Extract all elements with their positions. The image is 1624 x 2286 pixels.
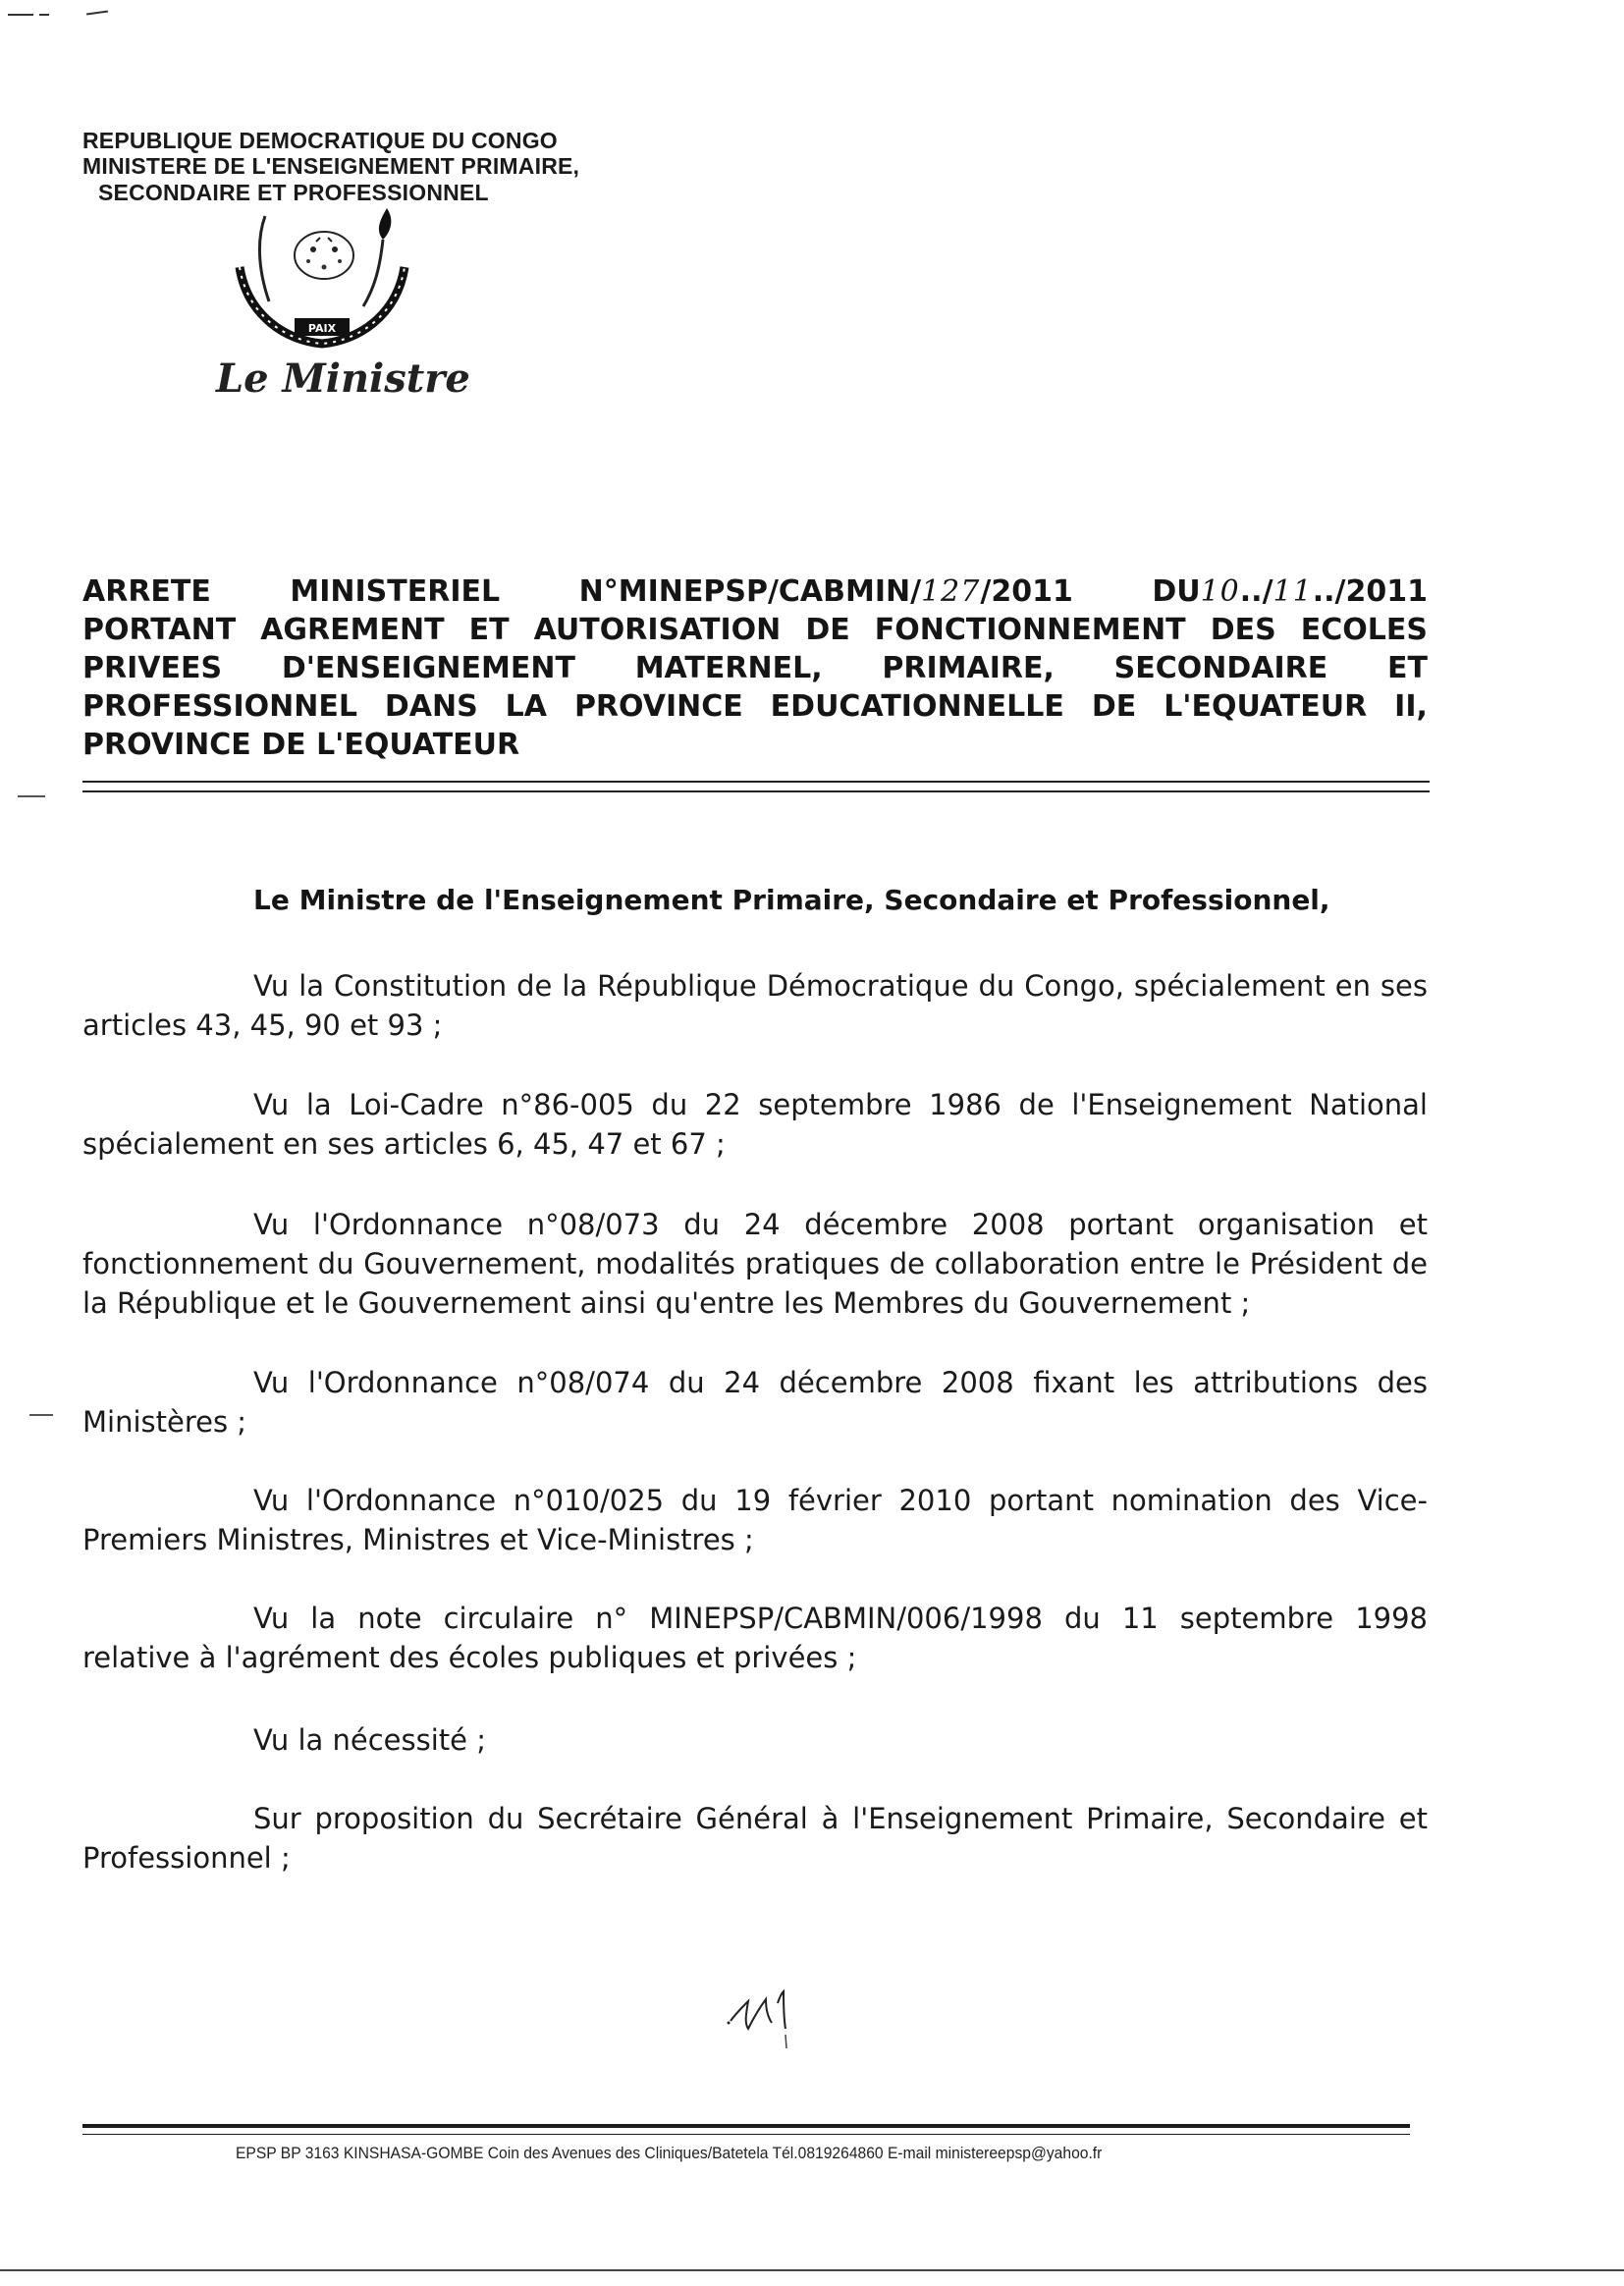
- heading-word: DES: [1210, 613, 1276, 647]
- heading-word: ET: [1387, 651, 1428, 685]
- heading-word: D'ENSEIGNEMENT: [281, 651, 575, 685]
- scan-mark: [29, 1414, 53, 1416]
- footer-contact: EPSP BP 3163 KINSHASA-GOMBE Coin des Avenues des Cliniques/Batetela Tél.0819264860 E-mail ministereepsp@yahoo.fr: [236, 2144, 1103, 2162]
- letterhead-ministry: MINISTERE DE L'ENSEIGNEMENT PRIMAIRE,: [82, 153, 580, 179]
- heading-word: DANS: [384, 689, 478, 724]
- heading-double-rule: [82, 781, 1430, 792]
- heading-line-1: [82, 572, 1428, 611]
- heading-word: PROVINCE: [573, 689, 743, 724]
- heading-line-3: [82, 649, 1428, 687]
- scan-mark: [18, 795, 45, 797]
- recital-paragraph: Vu la Constitution de la République Démocratique du Congo, spécialement en ses articles 43, 45, 90 et 93 ;: [82, 969, 1428, 1042]
- heading-word: DE: [1091, 689, 1137, 724]
- emblem-motto: PAIX: [307, 322, 337, 335]
- footer-rule: [82, 2124, 1410, 2135]
- heading-word: L'EQUATEUR: [1164, 689, 1368, 724]
- issuing-authority: Le Ministre de l'Enseignement Primaire, Secondaire et Professionnel,: [253, 884, 1330, 916]
- heading-word: AGREMENT: [260, 613, 445, 647]
- coat-of-arms-icon: [218, 208, 424, 355]
- recital-paragraph: Vu la nécessité ;: [253, 1723, 486, 1757]
- recital-paragraph: Vu l'Ordonnance n°08/073 du 24 décembre 2008 portant organisation et fonctionnement du Gouvernement, modalités pratiques de collaboration entre le Président de la République et le Gouvernement ainsi qu'entre les Membres du Gouvernement ;: [82, 1208, 1428, 1320]
- recital-paragraph: Vu la Loi-Cadre n°86-005 du 22 septembre 1986 de l'Enseignement National spécialement en ses articles 6, 45, 47 et 67 ;: [82, 1088, 1428, 1161]
- heading-word: DE: [805, 613, 850, 647]
- date-separator: ../: [1239, 574, 1273, 609]
- decree-date: [1152, 572, 1428, 611]
- heading-word: FONCTIONNEMENT: [874, 613, 1186, 647]
- heading-word: ECOLES: [1300, 613, 1428, 647]
- heading-word: SECONDAIRE: [1113, 651, 1328, 685]
- recital-paragraph: Vu l'Ordonnance n°08/074 du 24 décembre 2008 fixant les attributions des Ministères ;: [82, 1366, 1428, 1439]
- recital-paragraph: Vu la note circulaire n° MINEPSP/CABMIN/006/1998 du 11 septembre 1998 relative à l'agrément des écoles publiques et privées ;: [82, 1602, 1428, 1674]
- minister-title: Le Ministre: [216, 355, 470, 402]
- heading-word: EDUCATIONNELLE: [770, 689, 1064, 724]
- heading-word: PORTANT: [82, 613, 237, 647]
- handwritten-initials-icon: [723, 1974, 811, 2052]
- decree-number: [579, 572, 1073, 611]
- scan-bottom-edge: [0, 2269, 1624, 2271]
- heading-word: LA: [505, 689, 547, 724]
- date-prefix: DU: [1152, 574, 1201, 609]
- date-handwritten-month: 11: [1272, 574, 1313, 609]
- scan-mark: [39, 14, 49, 16]
- heading-word: ET: [468, 613, 510, 647]
- decree-handwritten-number: 127: [921, 574, 981, 609]
- scan-mark: [8, 14, 33, 16]
- heading-word: PROFESSIONNEL: [82, 689, 357, 724]
- decree-heading: [82, 572, 1428, 764]
- decree-year: /2011: [980, 574, 1073, 609]
- heading-word: MATERNEL,: [634, 651, 823, 685]
- heading-word: PRIVEES: [82, 651, 223, 685]
- date-year: ../2011: [1312, 574, 1428, 609]
- heading-line-4: [82, 687, 1428, 726]
- letterhead-country: REPUBLIQUE DEMOCRATIQUE DU CONGO: [82, 128, 558, 153]
- recital-paragraph: Sur proposition du Secrétaire Général à l'Enseignement Primaire, Secondaire et Professionnel ;: [82, 1802, 1428, 1875]
- heading-word: MINISTERIEL: [290, 574, 501, 609]
- heading-word: AUTORISATION: [533, 613, 782, 647]
- heading-line-2: [82, 611, 1428, 649]
- heading-line-5: PROVINCE DE L'EQUATEUR: [82, 728, 520, 762]
- heading-word: ARRETE: [82, 574, 211, 609]
- recital-paragraph: Vu l'Ordonnance n°010/025 du 19 février 2010 portant nomination des Vice-Premiers Ministres, Ministres et Vice-Ministres ;: [82, 1484, 1428, 1556]
- scan-mark: [86, 10, 108, 15]
- heading-word: II,: [1394, 689, 1428, 724]
- decree-prefix: N°MINEPSP/CABMIN/: [578, 574, 922, 609]
- heading-word: PRIMAIRE,: [882, 651, 1055, 685]
- letterhead-ministry-cont: SECONDAIRE ET PROFESSIONNEL: [98, 180, 489, 205]
- date-handwritten-day: 10: [1200, 574, 1240, 609]
